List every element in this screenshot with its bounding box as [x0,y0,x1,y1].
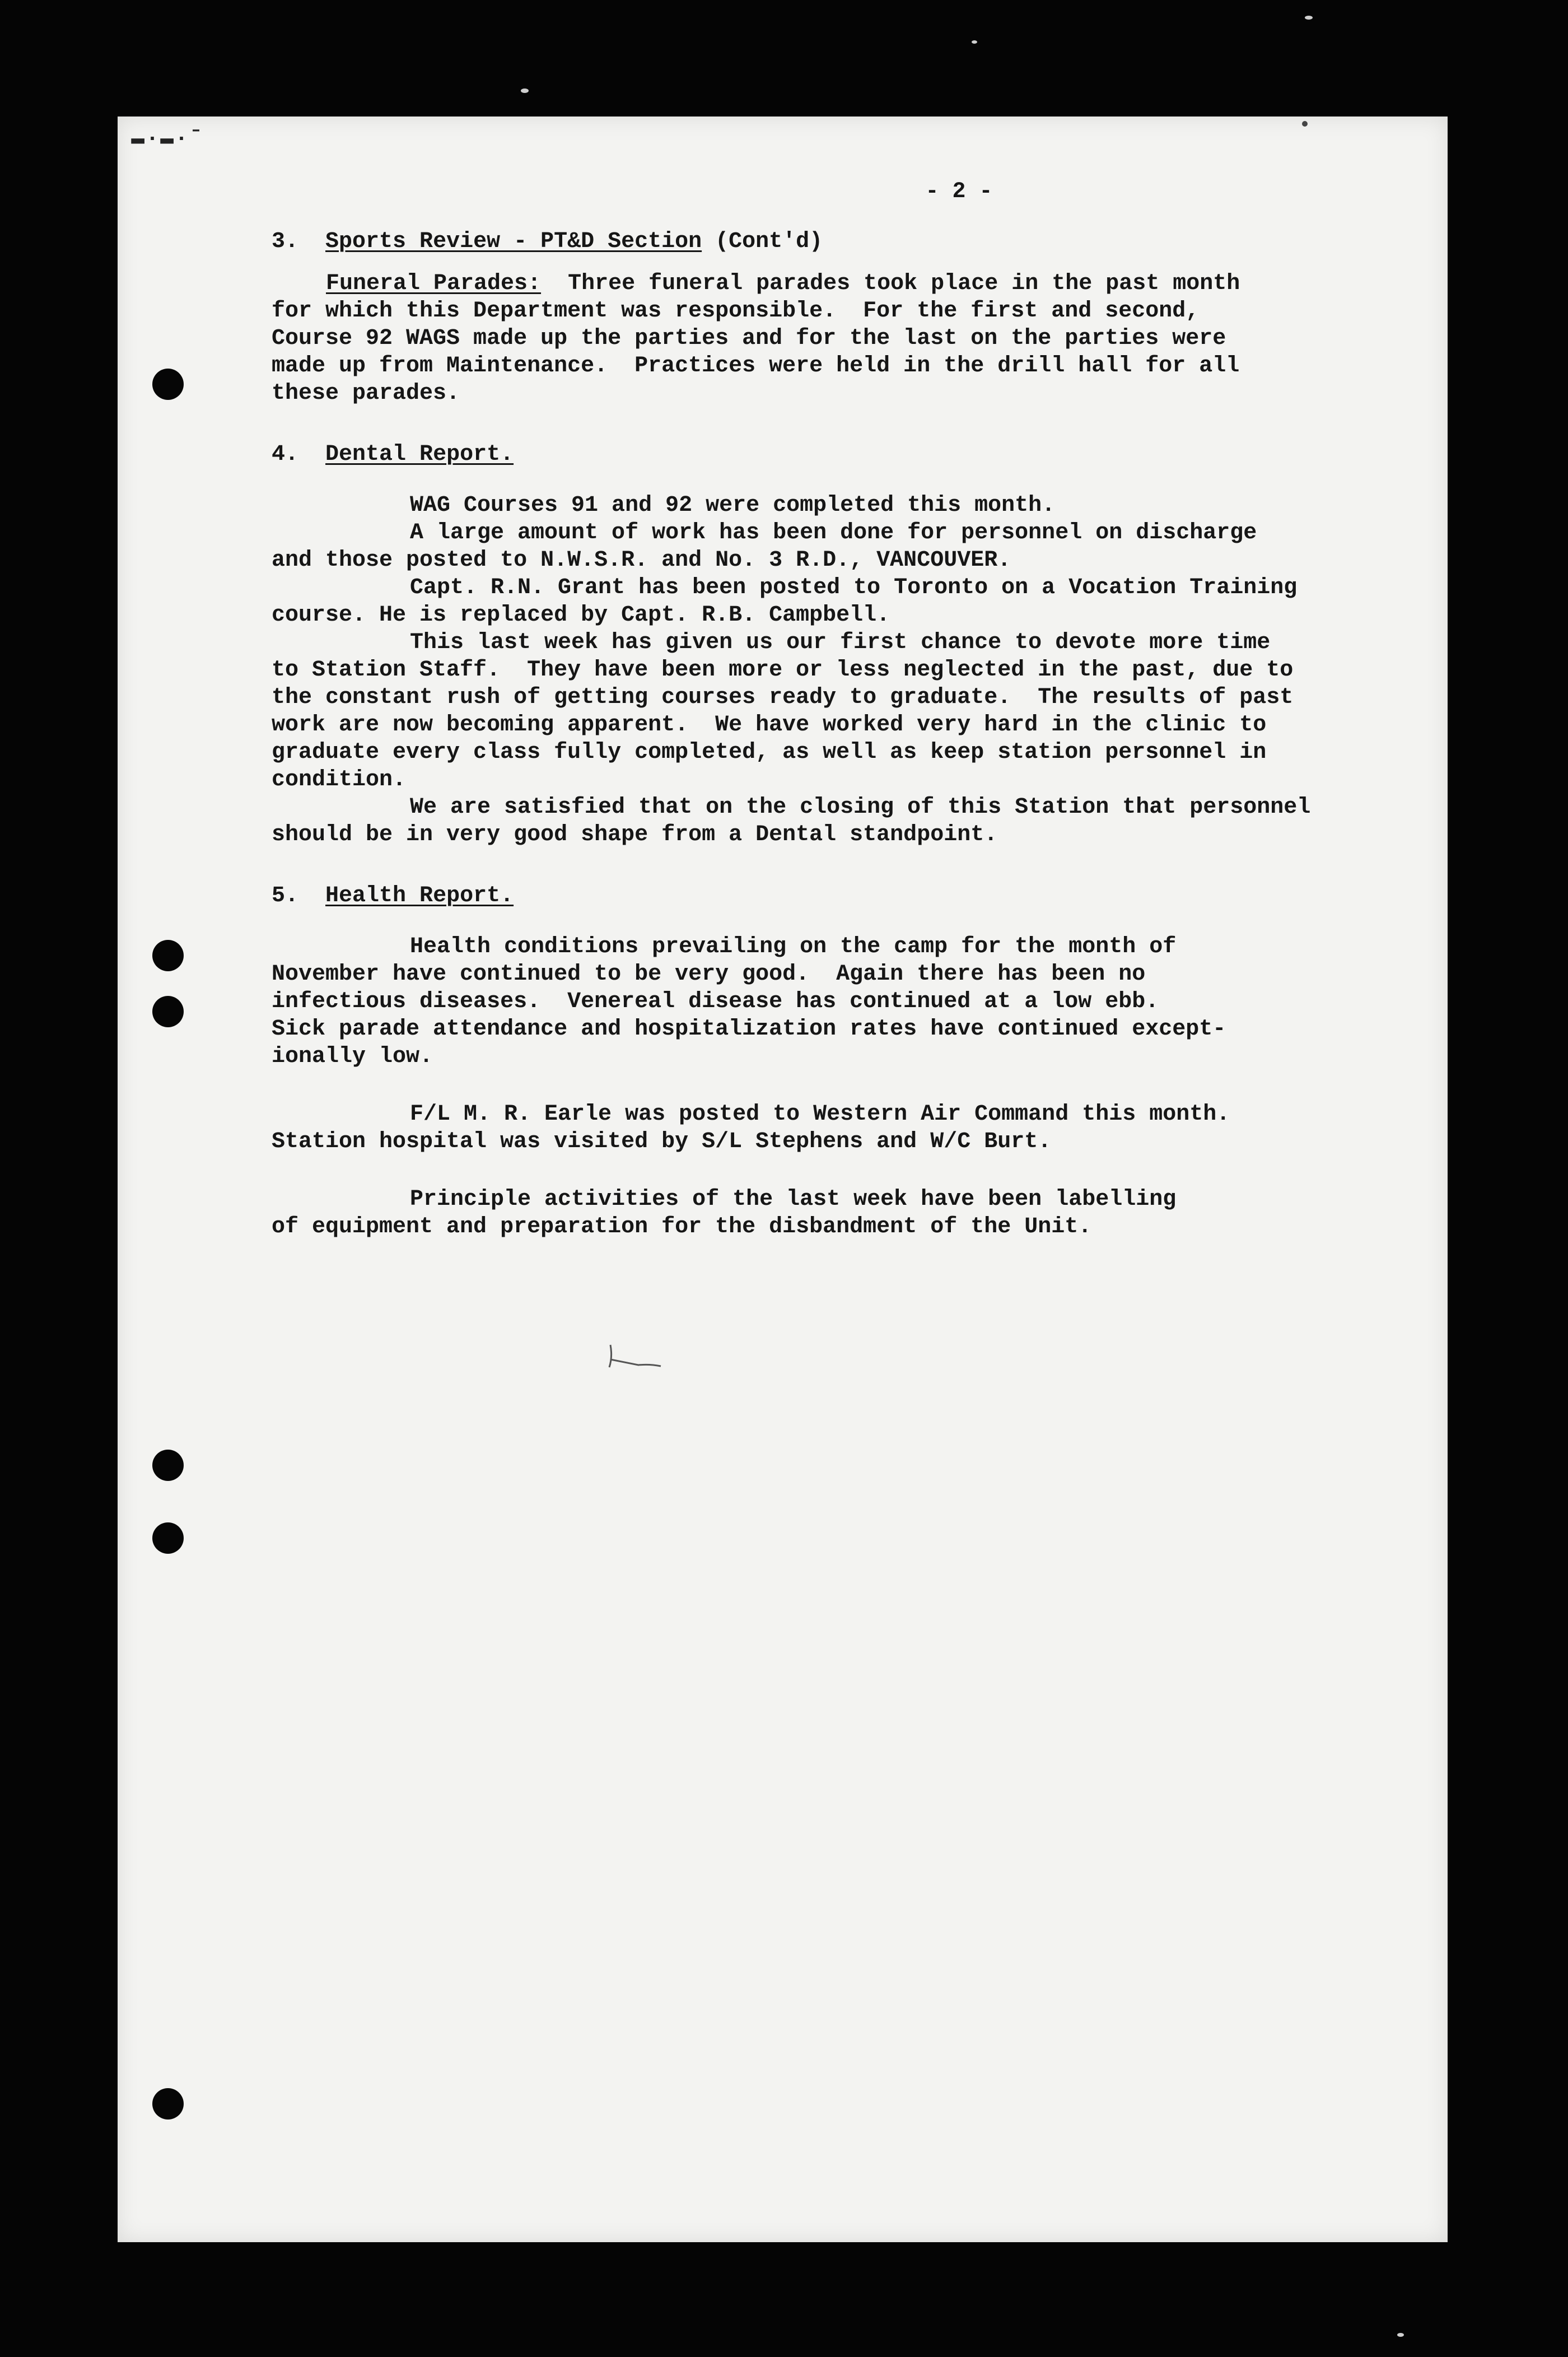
paragraph-line [272,270,1425,297]
punch-hole [152,369,184,400]
paragraph-line: ionally low. [272,1044,433,1069]
paragraph-line: Capt. R.N. Grant has been posted to Toronto on a Vocation Training [410,575,1298,600]
punch-hole [152,2088,184,2120]
paragraph-line: November have continued to be very good. Again there has been no [272,962,1146,987]
paragraph-line: to Station Staff. They have been more or less neglected in the past, due to [272,658,1294,683]
section-number: 4. [272,442,299,467]
corner-ink-mark: ▬·▬·ˉ [131,127,204,152]
paragraph-line: graduate every class fully completed, as well as keep station personnel in [272,740,1267,765]
paragraph-line: condition. [272,767,407,793]
section-heading [272,882,1425,910]
paragraph-line: WAG Courses 91 and 92 were completed this month. [410,493,1056,518]
paragraph-line: F/L M. R. Earle was posted to Western Air Command this month. [410,1102,1230,1127]
paragraph-line: for which this Department was responsible. For the first and second, [272,299,1200,324]
section-heading [272,228,1425,255]
document-body [272,178,1425,1241]
film-speck [1397,2333,1404,2337]
section-health-report [272,882,1425,1241]
film-speck [521,88,529,93]
paragraph-line: these parades. [272,381,460,406]
paragraph-text: Three funeral parades took place in the past month [568,271,1240,296]
page-number: - 2 - [925,179,993,204]
paragraph-line: work are now becoming apparent. We have worked very hard in the clinic to [272,712,1267,738]
paragraph-line: Principle activities of the last week have been labelling [410,1187,1177,1212]
section-number: 3. [272,229,299,254]
document-page [118,117,1448,2242]
paragraph-line: Station hospital was visited by S/L Stephens and W/C Burt. [272,1129,1052,1154]
section-number: 5. [272,883,299,909]
paragraph-line: infectious diseases. Venereal disease has continued at a low ebb. [272,989,1159,1014]
paragraph-line: This last week has given us our first chance to devote more time [410,630,1271,655]
section-heading [272,441,1425,468]
paragraph-line: A large amount of work has been done for personnel on discharge [410,520,1257,546]
pencil-scribble [605,1340,672,1374]
section-title-suffix: (Cont'd) [715,229,823,254]
paragraph-line: the constant rush of getting courses ready to graduate. The results of past [272,685,1294,710]
section-title: Sports Review - PT&D Section [325,229,702,254]
section-title: Dental Report. [325,442,514,467]
punch-hole [152,940,184,971]
punch-hole [152,996,184,1027]
section-dental-report [272,441,1425,849]
paragraph-line: Sick parade attendance and hospitalization rates have continued except- [272,1017,1226,1042]
punch-hole [152,1450,184,1481]
paragraph-line: of equipment and preparation for the disbandment of the Unit. [272,1214,1092,1240]
film-speck [1305,16,1313,20]
section-title: Health Report. [325,883,514,909]
subheading: Funeral Parades: [326,271,542,296]
corner-ink-dot [1302,121,1308,127]
section-sports-review [272,228,1425,407]
paragraph-line: course. He is replaced by Capt. R.B. Campbell. [272,603,890,628]
film-speck [972,40,977,44]
punch-hole [152,1522,184,1554]
paragraph-line: made up from Maintenance. Practices were held in the drill hall for all [272,353,1240,379]
paragraph-line: We are satisfied that on the closing of this Station that personnel [410,795,1311,820]
paragraph-line: should be in very good shape from a Dental standpoint. [272,822,998,847]
paragraph-line: Health conditions prevailing on the camp for the month of [410,934,1177,959]
paragraph-line: Course 92 WAGS made up the parties and for the last on the parties were [272,326,1226,351]
paragraph-line: and those posted to N.W.S.R. and No. 3 R.D., VANCOUVER. [272,548,1011,573]
